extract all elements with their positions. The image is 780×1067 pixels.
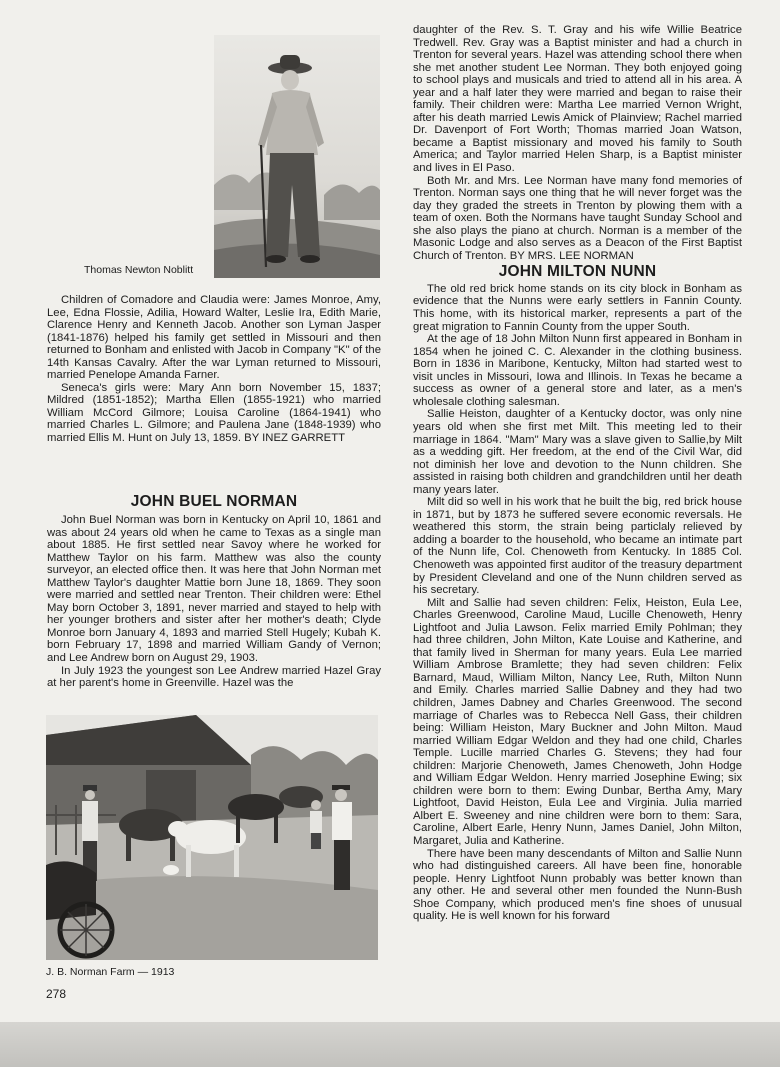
page-number: 278: [46, 987, 67, 1001]
norman-article: [47, 514, 381, 690]
page-bottom-edge: [0, 1022, 780, 1067]
paragraph: Children of Comadore and Claudia were: James Monroe, Amy, Lee, Edna Flossie, Adilia, Howard Walter, Leslie Ira, Edith Marie, Clarence Henry and Kenneth Jacob. Another son Lyman Jasper (1841-1876) helped his family get settled in Missouri and then returned to Bonham and enlisted with Jacob in Company "K" of the 14th Kansas Cavalry. After the war Lyman returned to Missouri, married Penelope Amanda Farner.: [47, 294, 381, 382]
farm-photo-image: [46, 715, 378, 960]
right-column: [413, 24, 742, 923]
paragraph: At the age of 18 John Milton Nunn first appeared in Bonham in 1854 when he joined C. C. Alexander in the clothing business. Born in 1836 in Maribone, Kentucky, Milton had started west to visit uncles in Missouri, Iowa and Illinois. In Texas he became a success as owner of a general store and later, as a men's wholesale clothing salesman.: [413, 333, 742, 408]
section-heading-norman: JOHN BUEL NORMAN: [130, 493, 298, 510]
paragraph: Milt and Sallie had seven children: Felix, Heiston, Eula Lee, Charles Greenwood, Caroline Maud, Lucille Chenoweth, Henry Lightfoot and Julia Lawson. Felix married Emily Pohlman; they had three children, John Milton, Kate Louise and Katherine, and that family lived in Sherman for many years. Eula Lee married William Ambrose Bramlette; they had seven children: Felix Barnard, Maud, William Milton, Nancy Lee, Ruth, Milton Nunn and Emily. Charles married Sallie Dabney and they had two children, James Dabney and Charles Greenwood. The second marriage of Charles was to Rebecca Nell Gass, their children being: William Heiston, Mary Buckner and John Milton. Maud married William Edgar Weldon and they had one child, Charles Temple. Lucille married Charles G. Stevens; they had four children: Marjorie Chenoweth, James Chenoweth, John Hodge and William Edgar Weldon. Henry married Josephine Ewing; six children were born to them: Ewing Dunbar, Bertha Amy, Mary Lightfoot, David Heiston, Eula Lee and Virginia. Julia married Albert E. Sweeney and nine children were born to them: Sara, Caroline, Albert Earle, Henry Nunn, James Daniel, John Milton, Margaret, Julia and Katherine.: [413, 596, 742, 847]
farm-photo: [46, 715, 378, 960]
paragraph: Both Mr. and Mrs. Lee Norman have many fond memories of Trenton. Norman says one thing that he will never forget was the day they graded the streets in Trenton by plowing them with a team of oxen. Both the Normans have taught Sunday School and she also plays the piano at church. Norman is a member of the Masonic Lodge and also serves as a Deacon of the First Baptist Church of Trenton. BY MRS. LEE NORMAN: [413, 174, 742, 262]
paragraph: John Buel Norman was born in Kentucky on April 10, 1861 and was about 24 years old when he came to Texas as a single man about 1885. He first settled near Savoy where he worked for Matthew Taylor on his farm. Matthew was also the county surveyor, an elected office then. It was here that John Norman met Matthew Taylor's daughter Mattie born June 18, 1869. They soon were married and settled near Trenton. Their children were: Ethel May born October 3, 1891, never married and stayed to help with her younger brothers and sister after her mother's death; Clyde Monroe born January 4, 1893 and married Stell Hugely; Kubah K. born February 17, 1898 and married William Gandy of Vernon; and Lee Andrew born on August 29, 1903.: [47, 514, 381, 665]
paragraph: The old red brick home stands on its city block in Bonham as evidence that the Nunns were early settlers in Fannin County. This home, with its historical marker, represents a part of the great migration to Fannin County from the upper South.: [413, 282, 742, 333]
paragraph: Seneca's girls were: Mary Ann born November 15, 1837; Mildred (1851-1852); Martha Ellen (1855-1921) who married William McCord Gilmore; Louisa Caroline (1864-1941) who married Charles L. Gilmore; and Paulena Jane (1848-1939) who married Ellis M. Hunt on July 13, 1859. BY INEZ GARRETT: [47, 381, 381, 445]
portrait-photo-image: [214, 35, 380, 278]
farm-photo-caption: J. B. Norman Farm — 1913: [46, 966, 175, 978]
paragraph: There have been many descendants of Milton and Sallie Nunn who had distinguished careers. All have been fine, honorable people. Henry Lightfoot Nunn probably was better known than any other. He and several other men founded the Nunn-Bush Shoe Company, which produced men's fine shoes of unusual quality. He is well known for his forward: [413, 847, 742, 923]
paragraph: In July 1923 the youngest son Lee Andrew married Hazel Gray at her parent's home in Greenville. Hazel was the: [47, 664, 381, 690]
paragraph: Sallie Heiston, daughter of a Kentucky doctor, was only nine years old when she first met Milt. This meeting led to their marriage in 1864. "Mam" Mary was a slave given to Sallie,by Milt as a wedding gift. Her freedom, at the end of the Civil War, did not diminish her love and devotion to the Nunn children. She assisted in raising both children and grandchildren until her death many years later.: [413, 408, 742, 496]
paragraph: Milt did so well in his work that he built the big, red brick house in 1871, but by 1873 he suffered severe economic reversals. He weathered this storm, the strain being particlaly relieved by adding a boarder to the household, who became an intimate part of the Nunn life, Col. Chenoweth from Kentucky. In 1885 Col. Chenoweth was appointed first auditor of the treasury department by President Cleveland and one of the Nunn children served as his secretary.: [413, 496, 742, 597]
portrait-photo: [214, 35, 380, 278]
portrait-caption: Thomas Newton Noblitt: [84, 264, 194, 276]
left-column-intro: [47, 294, 381, 445]
section-heading-nunn: JOHN MILTON NUNN: [498, 263, 657, 281]
paragraph: daughter of the Rev. S. T. Gray and his wife Willie Beatrice Tredwell. Rev. Gray was a Baptist minister and had a church in Trenton for several years. Hazel was attending school there when she met another student Lee Norman. They both enjoyed going to school plays and musicals and tried to attend all in his area. A year and a half later they were married and began to raise their family. Their children were: Martha Lee married Vernon Wright, after his death married Lewis Amick of Plainview; Rachel married Dr. Davenport of Fort Worth; Thomas married Joan Watson, became a Baptist missionary and moved his family to South America; and Taylor married Helen Sharp, is a Baptist minister and lives in El Paso.: [413, 24, 742, 175]
